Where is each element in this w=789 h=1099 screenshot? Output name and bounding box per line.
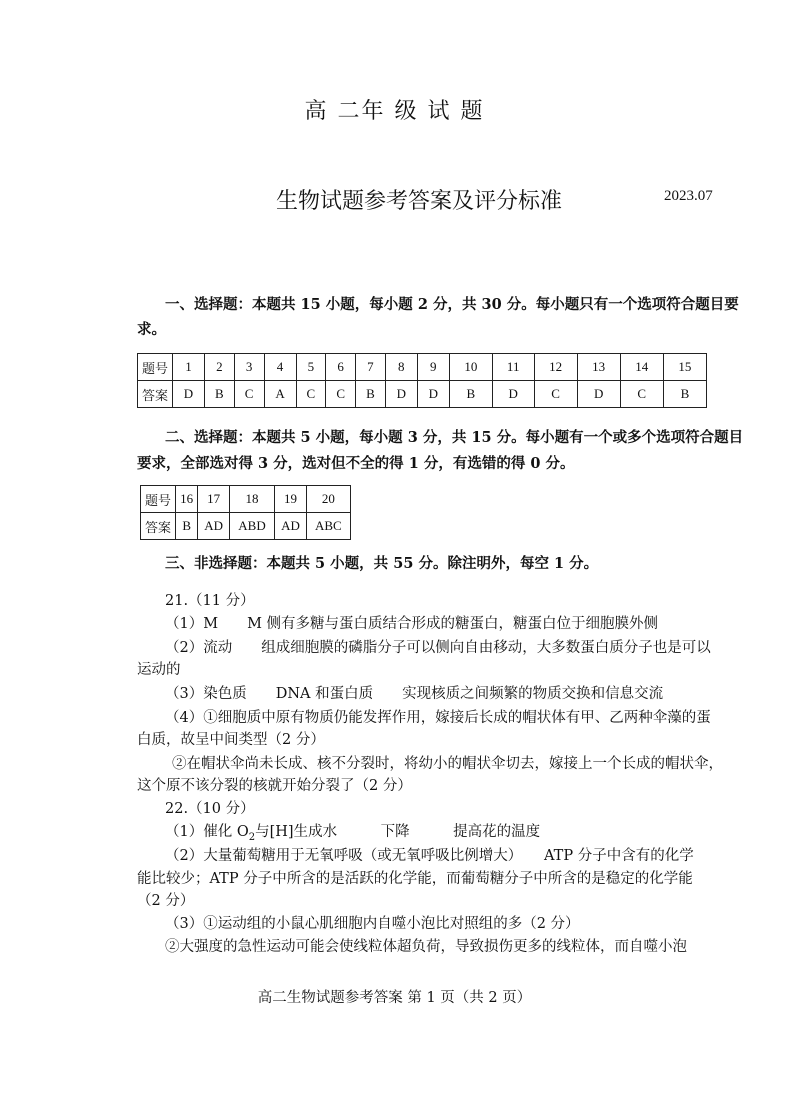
question-number: 14: [620, 354, 663, 381]
question-number: 17: [198, 486, 230, 513]
q22-answer-1-post: 与[H]生成水 下降 提高花的温度: [255, 824, 541, 840]
q22-answer-3b: ②大强度的急性运动可能会使线粒体超负荷，导致损伤更多的线粒体，而自噬小泡: [165, 939, 687, 955]
answer-table-2: [140, 485, 351, 540]
question-number: 3: [234, 354, 264, 381]
answer-cell: C: [234, 381, 264, 408]
row-label: 题号: [141, 486, 176, 513]
question-number: 10: [449, 354, 492, 381]
question-number: 4: [264, 354, 296, 381]
answer-cell: AD: [198, 513, 230, 540]
q21-heading: 21.（11 分）: [165, 593, 255, 609]
q22-answer-2-line1: （2）大量葡萄糖用于无氧呼吸（或无氧呼吸比例增大） ATP 分子中含有的化学: [165, 848, 694, 864]
question-number: 6: [326, 354, 356, 381]
q21-answer-1: （1）M M 侧有多糖与蛋白质结合形成的糖蛋白，糖蛋白位于细胞膜外侧: [165, 616, 659, 632]
q22-answer-2-line3: （2 分）: [137, 893, 195, 909]
q21-answer-4b-line2: 这个原不该分裂的核就开始分裂了（2 分）: [137, 778, 412, 794]
question-number: 11: [492, 354, 534, 381]
answer-cell: B: [204, 381, 234, 408]
document-date: 2023.07: [664, 188, 713, 204]
answer-cell: C: [534, 381, 577, 408]
table-row-numbers: [141, 486, 351, 513]
answer-cell: C: [326, 381, 356, 408]
answer-cell: AD: [275, 513, 307, 540]
section3-heading: 三、非选择题：本题共 5 小题，共 55 分。除注明外，每空 1 分。: [165, 555, 599, 572]
answer-cell: ABD: [229, 513, 274, 540]
answer-cell: D: [173, 381, 205, 408]
q21-answer-4-line2: 白质，故呈中间类型（2 分）: [137, 732, 325, 748]
row-label: 答案: [138, 381, 173, 408]
question-number: 7: [356, 354, 386, 381]
question-number: 9: [417, 354, 449, 381]
row-label: 题号: [138, 354, 173, 381]
answer-cell: B: [176, 513, 198, 540]
q21-answer-4-line1: （4）①细胞质中原有物质仍能发挥作用，嫁接后长成的帽状体有甲、乙两种伞藻的蛋: [165, 710, 711, 726]
question-number: 5: [296, 354, 326, 381]
question-number: 19: [275, 486, 307, 513]
answer-cell: D: [417, 381, 449, 408]
answer-cell: D: [577, 381, 620, 408]
question-number: 13: [577, 354, 620, 381]
q22-answer-1-pre: （1）催化 O: [165, 824, 249, 840]
q21-answer-2-line2: 运动的: [137, 662, 181, 678]
table-row-answers: [141, 513, 351, 540]
answer-cell: B: [663, 381, 706, 408]
q21-answer-2-line1: （2）流动 组成细胞膜的磷脂分子可以侧向自由移动，大多数蛋白质分子也是可以: [165, 640, 711, 656]
answer-cell: ABC: [306, 513, 350, 540]
answer-cell: D: [385, 381, 417, 408]
table-row-numbers: [138, 354, 707, 381]
question-number: 15: [663, 354, 706, 381]
answer-cell: A: [264, 381, 296, 408]
section1-heading-line2: 求。: [137, 321, 166, 338]
question-number: 8: [385, 354, 417, 381]
question-number: 2: [204, 354, 234, 381]
q22-answer-3: （3）①运动组的小鼠心肌细胞内自噬小泡比对照组的多（2 分）: [165, 916, 580, 932]
page-footer: 高二生物试题参考答案 第 1 页（共 2 页）: [257, 990, 532, 1006]
q22-answer-2-line2: 能比较少；ATP 分子中所含的是活跃的化学能，而葡萄糖分子中所含的是稳定的化学能: [137, 871, 693, 887]
answer-table-1: [137, 353, 707, 408]
question-number: 18: [229, 486, 274, 513]
section1-heading-line1: 一、选择题：本题共 15 小题，每小题 2 分，共 30 分。每小题只有一个选项符合题目要: [165, 296, 739, 313]
section2-heading-line1: 二、选择题：本题共 5 小题，每小题 3 分，共 15 分。每小题有一个或多个选项符合题目: [165, 429, 744, 446]
answer-cell: B: [449, 381, 492, 408]
q21-answer-4b-line1: ②在帽状伞尚未长成、核不分裂时，将幼小的帽状伞切去，嫁接上一个长成的帽状伞，: [172, 756, 723, 772]
question-number: 20: [306, 486, 350, 513]
question-number: 1: [173, 354, 205, 381]
answer-cell: D: [492, 381, 534, 408]
question-number: 12: [534, 354, 577, 381]
q21-answer-3: （3）染色质 DNA 和蛋白质 实现核质之间频繁的物质交换和信息交流: [165, 686, 664, 702]
document-title: 生物试题参考答案及评分标准: [276, 189, 563, 214]
q22-heading: 22.（10 分）: [165, 801, 255, 817]
answer-cell: C: [620, 381, 663, 408]
section2-heading-line2: 要求，全部选对得 3 分，选对但不全的得 1 分，有选错的得 0 分。: [137, 455, 575, 472]
question-number: 16: [176, 486, 198, 513]
answer-cell: C: [296, 381, 326, 408]
answer-cell: B: [356, 381, 386, 408]
row-label: 答案: [141, 513, 176, 540]
table-row-answers: [138, 381, 707, 408]
subscript-2: 2: [248, 831, 256, 843]
page-header-title: 高 二年 级 试 题: [304, 99, 485, 124]
